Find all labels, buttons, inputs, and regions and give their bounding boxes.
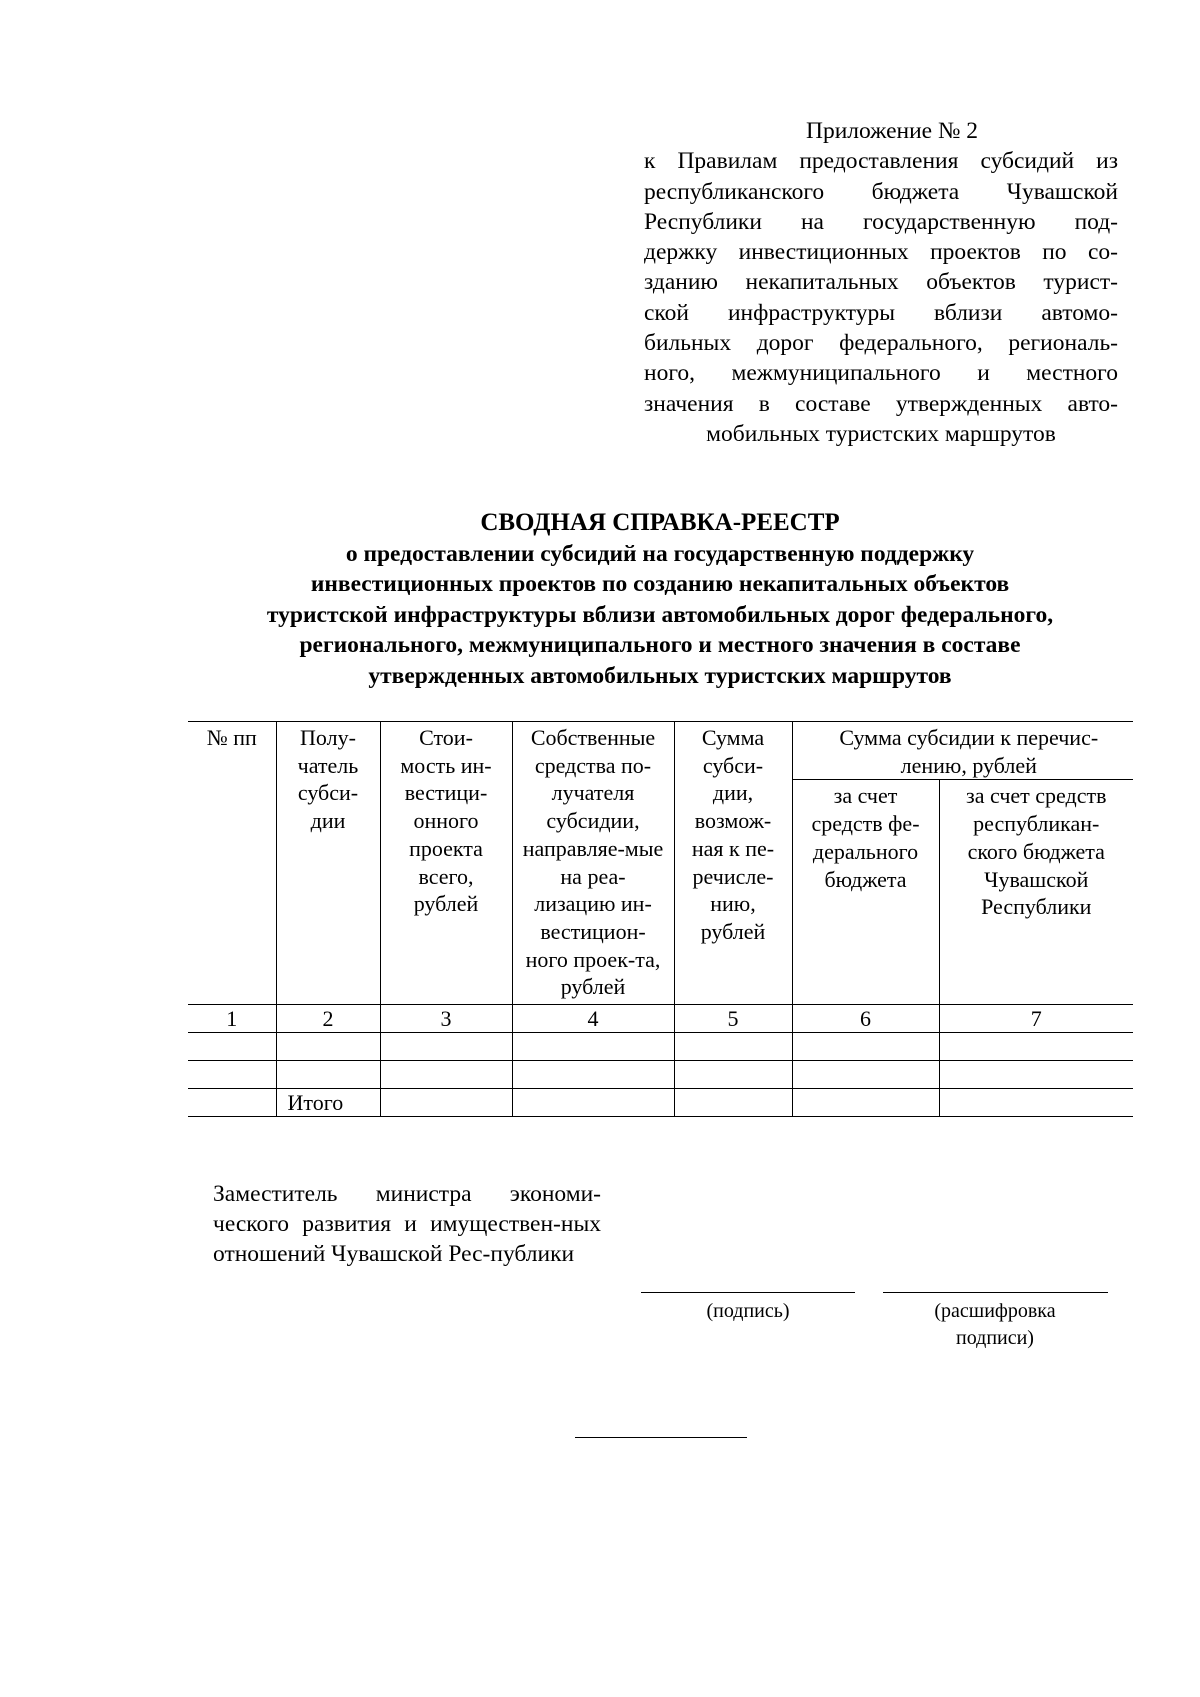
table-row <box>188 1033 1133 1061</box>
header-republic-budget: за счет средств республикан-ского бюджета Чувашской Республики <box>939 780 1133 1005</box>
table-cell <box>512 1033 674 1061</box>
appendix-body <box>644 146 1118 419</box>
appendix-last-line: мобильных туристских маршрутов <box>706 420 1056 447</box>
header-own-funds: Собственные средства по-лучателя субсидии, направляе-мые на реа-лизацию ин-вестицион-ного проек-та, рублей <box>512 722 674 1005</box>
table-cell <box>939 1033 1133 1061</box>
column-number: 7 <box>939 1005 1133 1033</box>
title-line: утвержденных автомобильных туристских маршрутов <box>368 662 952 689</box>
table-cell <box>380 1061 512 1089</box>
end-rule <box>575 1437 747 1438</box>
column-number: 1 <box>188 1005 276 1033</box>
column-number: 3 <box>380 1005 512 1033</box>
document-title <box>190 508 1130 691</box>
table-cell <box>512 1089 674 1117</box>
table-cell <box>276 1033 380 1061</box>
appendix-line: Республики на государственную под- <box>644 208 1118 235</box>
table-cell <box>792 1089 939 1117</box>
appendix-number: Приложение № 2 <box>805 118 979 144</box>
table-cell <box>188 1061 276 1089</box>
signature-line <box>641 1292 855 1293</box>
table-cell <box>939 1061 1133 1089</box>
table-cell <box>380 1089 512 1117</box>
signature-caption: (подпись) <box>706 1300 790 1322</box>
title-line: регионального, межмуниципального и местного значения в составе <box>299 632 1021 658</box>
total-label: Итого <box>276 1089 380 1117</box>
title-line: инвестиционных проектов по созданию некапитальных объектов <box>310 571 1010 597</box>
appendix-line: ного, межмуниципального и местного <box>644 360 1118 387</box>
table-cell <box>276 1061 380 1089</box>
table-cell <box>674 1061 792 1089</box>
signatory-text: Заместитель министра экономи-ческого развития и имуществен-ных отношений Чувашской Рес-публики <box>213 1181 601 1267</box>
appendix-line: бильных дорог федерального, региональ- <box>644 330 1118 357</box>
table-cell <box>674 1033 792 1061</box>
column-number: 6 <box>792 1005 939 1033</box>
header-row-number: № пп <box>188 722 276 1005</box>
table-cell <box>792 1033 939 1061</box>
column-number: 5 <box>674 1005 792 1033</box>
header-subsidy-possible: Сумма субси-дии, возмож-ная к пе-речисле-нию, рублей <box>674 722 792 1005</box>
column-number: 4 <box>512 1005 674 1033</box>
header-recipient: Полу-чатель субси-дии <box>276 722 380 1005</box>
header-project-cost: Стои-мость ин-вестици-онного проекта всего, рублей <box>380 722 512 1005</box>
table-row <box>188 1061 1133 1089</box>
table-cell <box>792 1061 939 1089</box>
column-numbers-row <box>188 1005 1133 1033</box>
column-number: 2 <box>276 1005 380 1033</box>
decryption-caption: (расшифровка подписи) <box>934 1300 1056 1349</box>
table-cell <box>939 1089 1133 1117</box>
appendix-line: зданию некапитальных объектов турист- <box>644 269 1118 296</box>
table-cell <box>674 1089 792 1117</box>
appendix-line: значения в составе утвержденных авто- <box>644 390 1118 417</box>
appendix-heading <box>644 116 1118 449</box>
table-cell <box>188 1033 276 1061</box>
title-main: СВОДНАЯ СПРАВКА-РЕЕСТР <box>480 509 840 536</box>
table-cell <box>512 1061 674 1089</box>
appendix-line: республиканского бюджета Чувашской <box>644 178 1118 205</box>
appendix-line: ской инфраструктуры вблизи автомо- <box>644 299 1118 326</box>
total-row <box>188 1089 1133 1117</box>
decryption-line <box>883 1292 1108 1293</box>
header-federal-budget: за счет средств фе-дерального бюджета <box>792 780 939 1005</box>
appendix-line: к Правилам предоставления субсидий из <box>644 148 1118 175</box>
signatory-position <box>213 1179 601 1269</box>
title-line: о предоставлении субсидий на государственную поддержку <box>345 540 975 567</box>
appendix-line: держку инвестиционных проектов по со- <box>644 239 1118 266</box>
title-line: туристской инфраструктуры вблизи автомобильных дорог федерального, <box>266 601 1054 628</box>
header-subsidy-group: Сумма субсидии к перечис-лению, рублей <box>792 722 1133 780</box>
table-cell <box>380 1033 512 1061</box>
table-cell <box>188 1089 276 1117</box>
registry-table <box>188 721 1133 1117</box>
